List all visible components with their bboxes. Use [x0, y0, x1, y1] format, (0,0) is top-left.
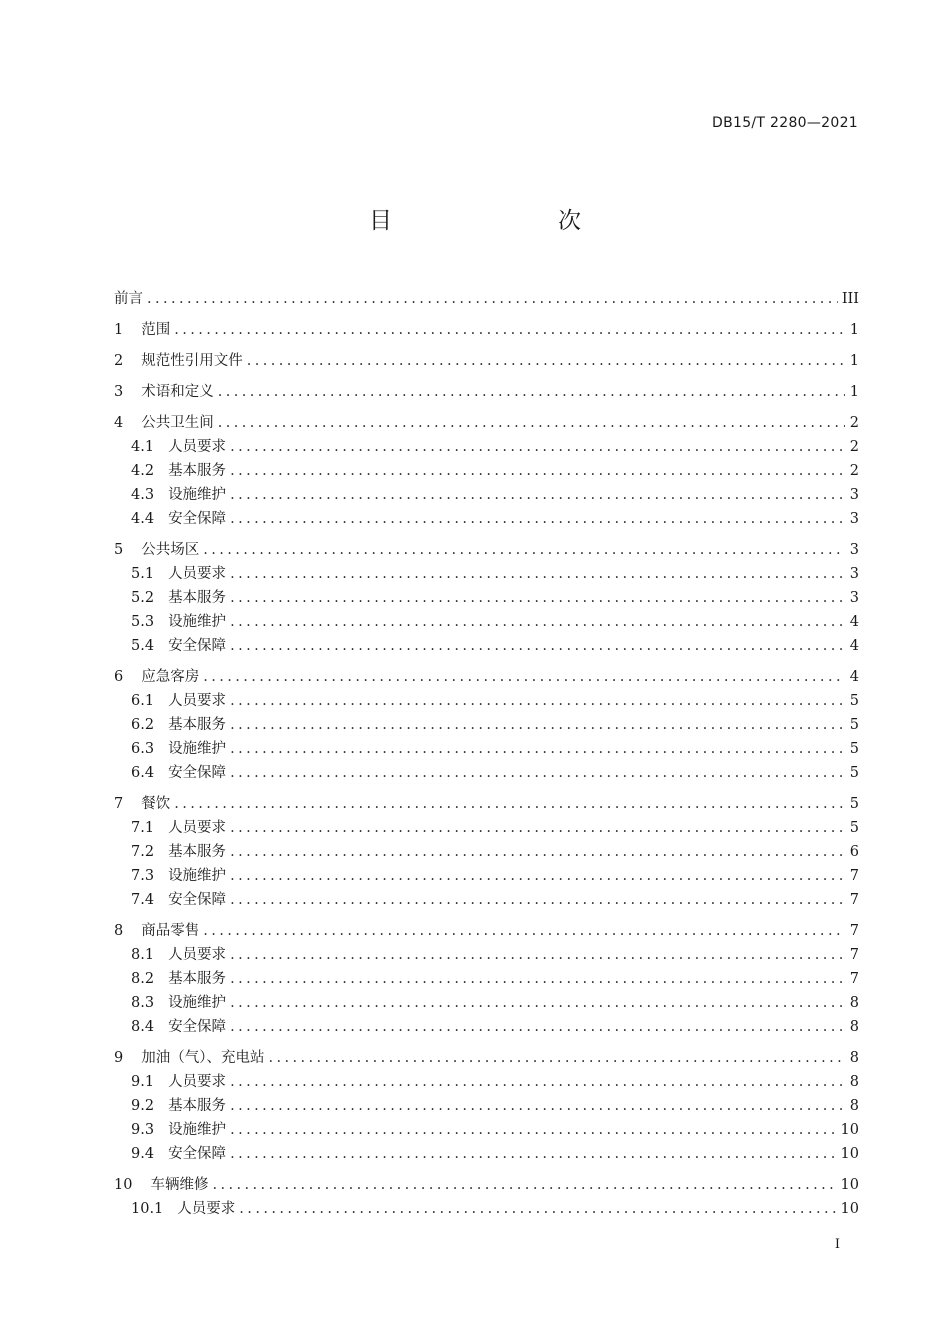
toc-entry-label: 公共场区 — [141, 542, 200, 558]
toc-leader-dots — [230, 967, 845, 991]
toc-entry-page: 4 — [849, 669, 859, 685]
toc-entry[interactable] — [114, 507, 859, 531]
toc-entry-label: 加油（气）、充电站 — [141, 1050, 265, 1066]
toc-entry-number: 9.1 — [131, 1074, 155, 1090]
toc-entry[interactable] — [114, 792, 859, 816]
toc-leader-dots — [174, 792, 845, 816]
toc-entry-page: 1 — [849, 384, 859, 400]
toc-entry[interactable] — [114, 1070, 859, 1094]
toc-entry-page: 10 — [840, 1201, 859, 1217]
toc-entry-label: 基本服务 — [168, 463, 227, 479]
toc-entry-number: 5.1 — [131, 566, 155, 582]
page-title: 目 次 — [369, 208, 621, 234]
toc-leader-dots — [230, 1142, 836, 1166]
toc-entry-number: 7.1 — [131, 820, 155, 836]
toc-entry[interactable] — [114, 380, 859, 404]
toc-entry-page: 2 — [849, 415, 859, 431]
toc-leader-dots — [218, 380, 845, 404]
toc-leader-dots — [230, 1118, 836, 1142]
toc-entry[interactable] — [114, 967, 859, 991]
toc-entry-label: 设施维护 — [168, 1122, 227, 1138]
toc-entry-page: 1 — [849, 353, 859, 369]
toc-entry[interactable] — [114, 287, 859, 311]
toc-entry-number: 8.2 — [131, 971, 155, 987]
toc-entry-number: 9.3 — [131, 1122, 155, 1138]
toc-leader-dots — [230, 1015, 845, 1039]
toc-entry[interactable] — [114, 318, 859, 342]
toc-entry-label: 人员要求 — [168, 693, 227, 709]
toc-entry-number: 4.1 — [131, 439, 155, 455]
toc-entry-page: 8 — [849, 1050, 859, 1066]
toc-entry-number: 8 — [114, 923, 124, 939]
toc-entry-number: 6 — [114, 669, 124, 685]
toc-entry[interactable] — [114, 665, 859, 689]
toc-leader-dots — [230, 713, 845, 737]
toc-leader-dots — [230, 737, 845, 761]
toc-entry-label: 基本服务 — [168, 844, 227, 860]
toc-entry[interactable] — [114, 689, 859, 713]
toc-entry[interactable] — [114, 1046, 859, 1070]
toc-entry-label: 餐饮 — [141, 796, 171, 812]
document-code: DB15/T 2280—2021 — [712, 115, 858, 131]
toc-entry[interactable] — [114, 1197, 859, 1221]
toc-leader-dots — [230, 943, 845, 967]
toc-leader-dots — [230, 991, 845, 1015]
toc-entry-page: 8 — [849, 1074, 859, 1090]
toc-leader-dots — [247, 349, 845, 373]
toc-leader-dots — [230, 562, 845, 586]
toc-entry-number: 5.2 — [131, 590, 155, 606]
toc-entry-page: 2 — [849, 463, 859, 479]
toc-entry-label: 范围 — [141, 322, 171, 338]
toc-entry-page: 10 — [840, 1146, 859, 1162]
toc-entry-number: 6.3 — [131, 741, 155, 757]
toc-entry-label: 人员要求 — [168, 566, 227, 582]
toc-entry-page: 3 — [849, 487, 859, 503]
toc-entry[interactable] — [114, 538, 859, 562]
toc-leader-dots — [203, 665, 845, 689]
toc-entry-page: III — [841, 291, 859, 307]
toc-leader-dots — [230, 435, 845, 459]
toc-leader-dots — [230, 761, 845, 785]
toc-entry[interactable] — [114, 459, 859, 483]
toc-leader-dots — [230, 888, 845, 912]
toc-entry-number: 4.2 — [131, 463, 155, 479]
toc-leader-dots — [218, 411, 845, 435]
toc-leader-dots — [230, 840, 845, 864]
toc-entry-page: 10 — [840, 1122, 859, 1138]
toc-entry-number: 3 — [114, 384, 124, 400]
toc-entry-label: 人员要求 — [168, 947, 227, 963]
toc-entry[interactable] — [114, 1015, 859, 1039]
toc-entry-page: 8 — [849, 1098, 859, 1114]
toc-entry-number: 9.4 — [131, 1146, 155, 1162]
toc-entry-number: 5.3 — [131, 614, 155, 630]
toc-entry-page: 3 — [849, 566, 859, 582]
toc-entry-label: 设施维护 — [168, 995, 227, 1011]
toc-entry-page: 7 — [849, 868, 859, 884]
toc-entry-label: 安全保障 — [168, 892, 227, 908]
toc-entry-number: 10 — [114, 1177, 133, 1193]
toc-entry[interactable] — [114, 483, 859, 507]
toc-entry-label: 应急客房 — [141, 669, 200, 685]
toc-entry[interactable] — [114, 1094, 859, 1118]
toc-entry-number: 5 — [114, 542, 124, 558]
toc-entry-number: 7.3 — [131, 868, 155, 884]
toc-entry-label: 规范性引用文件 — [141, 353, 243, 369]
toc-entry[interactable] — [114, 586, 859, 610]
toc-entry-number: 10.1 — [131, 1201, 164, 1217]
toc-entry-number: 6.4 — [131, 765, 155, 781]
toc-entry[interactable] — [114, 610, 859, 634]
toc-leader-dots — [174, 318, 845, 342]
toc-entry-label: 基本服务 — [168, 971, 227, 987]
toc-entry[interactable] — [114, 634, 859, 658]
toc-entry-page: 10 — [840, 1177, 859, 1193]
toc-entry-label: 安全保障 — [168, 511, 227, 527]
toc-entry[interactable] — [114, 562, 859, 586]
toc-leader-dots — [230, 483, 845, 507]
toc-entry-page: 3 — [849, 511, 859, 527]
toc-entry-page: 3 — [849, 590, 859, 606]
toc-leader-dots — [203, 919, 845, 943]
toc-entry-page: 5 — [849, 820, 859, 836]
toc-leader-dots — [230, 864, 845, 888]
toc-entry-number: 4.4 — [131, 511, 155, 527]
toc-entry-label: 人员要求 — [168, 820, 227, 836]
toc-entry-label: 商品零售 — [141, 923, 200, 939]
page-number: I — [834, 1237, 840, 1252]
toc-entry-number: 8.1 — [131, 947, 155, 963]
toc-entry-number: 8.3 — [131, 995, 155, 1011]
toc-entry-label: 车辆维修 — [150, 1177, 209, 1193]
toc-entry[interactable] — [114, 919, 859, 943]
toc-entry[interactable] — [114, 761, 859, 785]
toc-entry-label: 设施维护 — [168, 868, 227, 884]
toc-entry-label: 基本服务 — [168, 1098, 227, 1114]
toc-entry-label: 公共卫生间 — [141, 415, 214, 431]
toc-entry-label: 安全保障 — [168, 1146, 227, 1162]
toc-entry-page: 3 — [849, 542, 859, 558]
toc-entry-page: 5 — [849, 693, 859, 709]
toc-leader-dots — [268, 1046, 845, 1070]
toc-entry-number: 7.4 — [131, 892, 155, 908]
toc-leader-dots — [230, 610, 845, 634]
toc-entry-page: 7 — [849, 923, 859, 939]
toc-entry-number: 2 — [114, 353, 124, 369]
toc-entry-number: 4.3 — [131, 487, 155, 503]
toc-entry-number: 5.4 — [131, 638, 155, 654]
toc-entry-page: 5 — [849, 741, 859, 757]
toc-entry-number: 8.4 — [131, 1019, 155, 1035]
toc-leader-dots — [239, 1197, 836, 1221]
toc-leader-dots — [212, 1173, 836, 1197]
toc-entry-page: 4 — [849, 638, 859, 654]
toc-entry[interactable] — [114, 411, 859, 435]
toc-leader-dots — [230, 586, 845, 610]
toc-entry-number: 9.2 — [131, 1098, 155, 1114]
toc-entry-label: 前言 — [114, 291, 143, 307]
toc-entry-label: 设施维护 — [168, 614, 227, 630]
toc-entry-page: 8 — [849, 995, 859, 1011]
toc-entry-number: 9 — [114, 1050, 124, 1066]
toc-entry-page: 6 — [849, 844, 859, 860]
toc-entry-label: 基本服务 — [168, 717, 227, 733]
toc-leader-dots — [230, 459, 845, 483]
toc-entry[interactable] — [114, 1118, 859, 1142]
toc-entry-number: 7.2 — [131, 844, 155, 860]
toc-entry-page: 7 — [849, 892, 859, 908]
toc-leader-dots — [147, 287, 838, 311]
toc-entry-page: 5 — [849, 765, 859, 781]
toc-entry-label: 人员要求 — [168, 1074, 227, 1090]
toc-entry[interactable] — [114, 1142, 859, 1166]
toc-entry-label: 安全保障 — [168, 638, 227, 654]
toc-entry-page: 7 — [849, 947, 859, 963]
toc-entry[interactable] — [114, 840, 859, 864]
table-of-contents — [114, 287, 859, 1221]
toc-entry-label: 设施维护 — [168, 741, 227, 757]
toc-entry-page: 7 — [849, 971, 859, 987]
toc-entry-label: 基本服务 — [168, 590, 227, 606]
toc-entry[interactable] — [114, 349, 859, 373]
toc-leader-dots — [230, 1070, 845, 1094]
toc-entry-page: 8 — [849, 1019, 859, 1035]
toc-entry-label: 术语和定义 — [141, 384, 214, 400]
toc-leader-dots — [230, 1094, 845, 1118]
toc-entry[interactable] — [114, 1173, 859, 1197]
toc-entry-label: 人员要求 — [177, 1201, 236, 1217]
toc-entry-label: 安全保障 — [168, 1019, 227, 1035]
toc-entry[interactable] — [114, 435, 859, 459]
toc-entry-label: 安全保障 — [168, 765, 227, 781]
toc-leader-dots — [230, 689, 845, 713]
toc-entry-number: 6.1 — [131, 693, 155, 709]
toc-entry[interactable] — [114, 991, 859, 1015]
toc-leader-dots — [230, 816, 845, 840]
toc-entry-label: 设施维护 — [168, 487, 227, 503]
toc-entry[interactable] — [114, 864, 859, 888]
toc-entry-page: 2 — [849, 439, 859, 455]
toc-leader-dots — [230, 507, 845, 531]
toc-entry[interactable] — [114, 943, 859, 967]
toc-entry-page: 1 — [849, 322, 859, 338]
toc-entry-number: 7 — [114, 796, 124, 812]
toc-entry[interactable] — [114, 816, 859, 840]
toc-entry[interactable] — [114, 888, 859, 912]
toc-entry-number: 4 — [114, 415, 124, 431]
toc-entry[interactable] — [114, 713, 859, 737]
toc-entry-page: 5 — [849, 796, 859, 812]
toc-entry-number: 6.2 — [131, 717, 155, 733]
toc-leader-dots — [203, 538, 845, 562]
toc-leader-dots — [230, 634, 845, 658]
toc-entry-number: 1 — [114, 322, 124, 338]
toc-entry-label: 人员要求 — [168, 439, 227, 455]
toc-entry-page: 5 — [849, 717, 859, 733]
toc-entry[interactable] — [114, 737, 859, 761]
toc-entry-page: 4 — [849, 614, 859, 630]
